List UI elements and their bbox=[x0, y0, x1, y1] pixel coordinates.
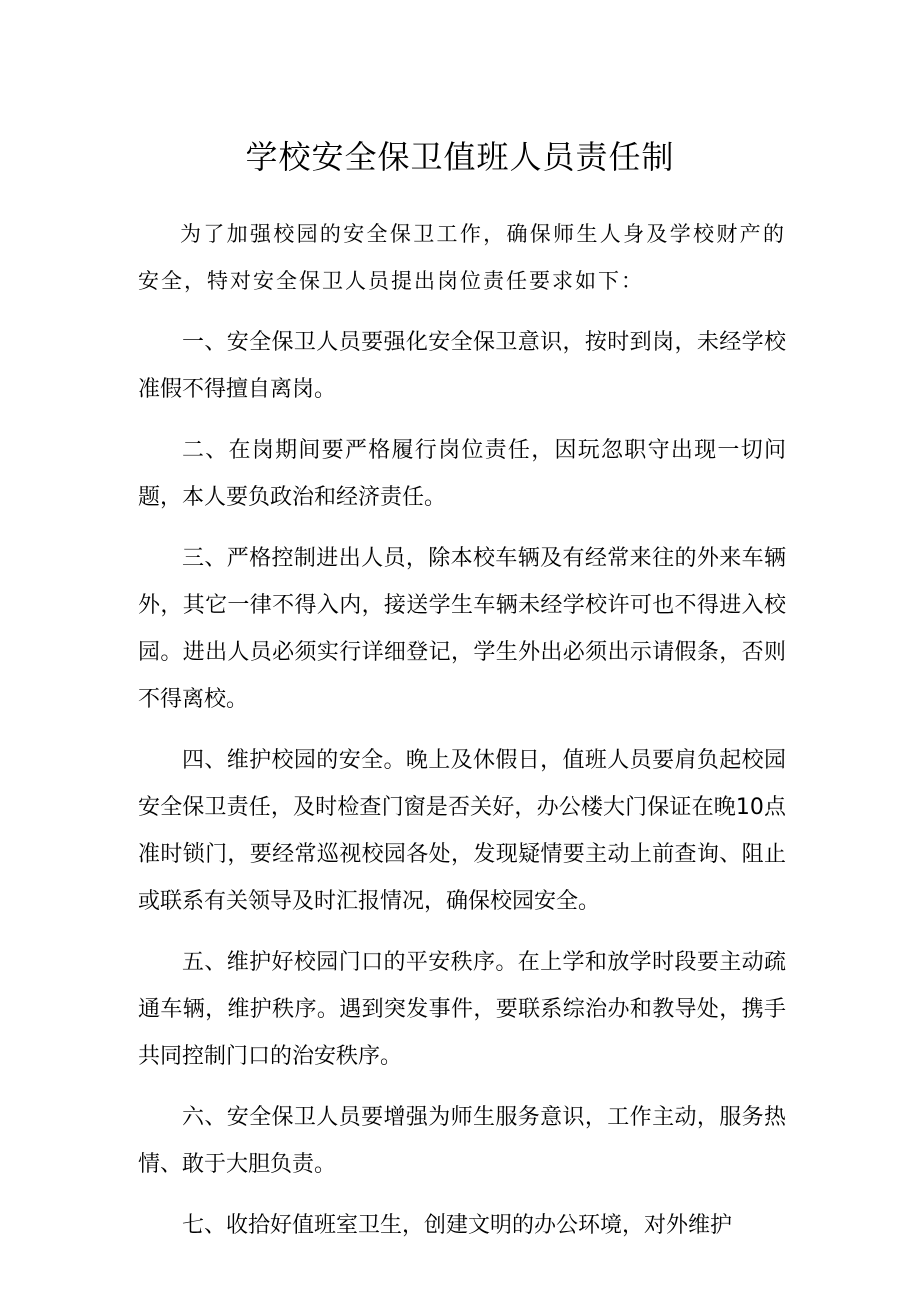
document-title: 学校安全保卫值班人员责任制 bbox=[245, 138, 675, 176]
clause-1-paragraph: 一、安全保卫人员要强化安全保卫意识，按时到岗，未经学校准假不得擅自离岗。 bbox=[138, 330, 786, 402]
intro-paragraph: 为了加强校园的安全保卫工作，确保师生人身及学校财产的安全，特对安全保卫人员提出岗位责任要求如下： bbox=[138, 222, 786, 293]
clause-4-paragraph: 四、维护校园的安全。晚上及休假日，值班人员要肩负起校园安全保卫责任，及时检查门窗是否关好，办公楼大门保证在晚10点准时锁门，要经常巡视校园各处，发现疑情要主动上前查询、阻止或联系有关领导及时汇报情况，确保校园安全。 bbox=[138, 748, 786, 914]
clause-5-paragraph: 五、维护好校园门口的平安秩序。在上学和放学时段要主动疏通车辆，维护秩序。遇到突发事件，要联系综治办和教导处，携手共同控制门口的治安秩序。 bbox=[138, 950, 786, 1069]
clause-3-paragraph: 三、严格控制进出人员，除本校车辆及有经常来往的外来车辆外，其它一律不得入内，接送学生车辆未经学校许可也不得进入校园。进出人员必须实行详细登记，学生外出必须出示请假条，否则不得离校。 bbox=[138, 546, 786, 712]
document-body bbox=[138, 211, 786, 1263]
clause-2-paragraph: 二、在岗期间要严格履行岗位责任，因玩忽职守出现一切问题，本人要负政治和经济责任。 bbox=[138, 438, 786, 510]
clause-7-paragraph: 七、收拾好值班室卫生，创建文明的办公环境，对外维护 bbox=[182, 1213, 733, 1238]
clause-6-paragraph: 六、安全保卫人员要增强为师生服务意识，工作主动，服务热情、敢于大胆负责。 bbox=[138, 1105, 786, 1177]
